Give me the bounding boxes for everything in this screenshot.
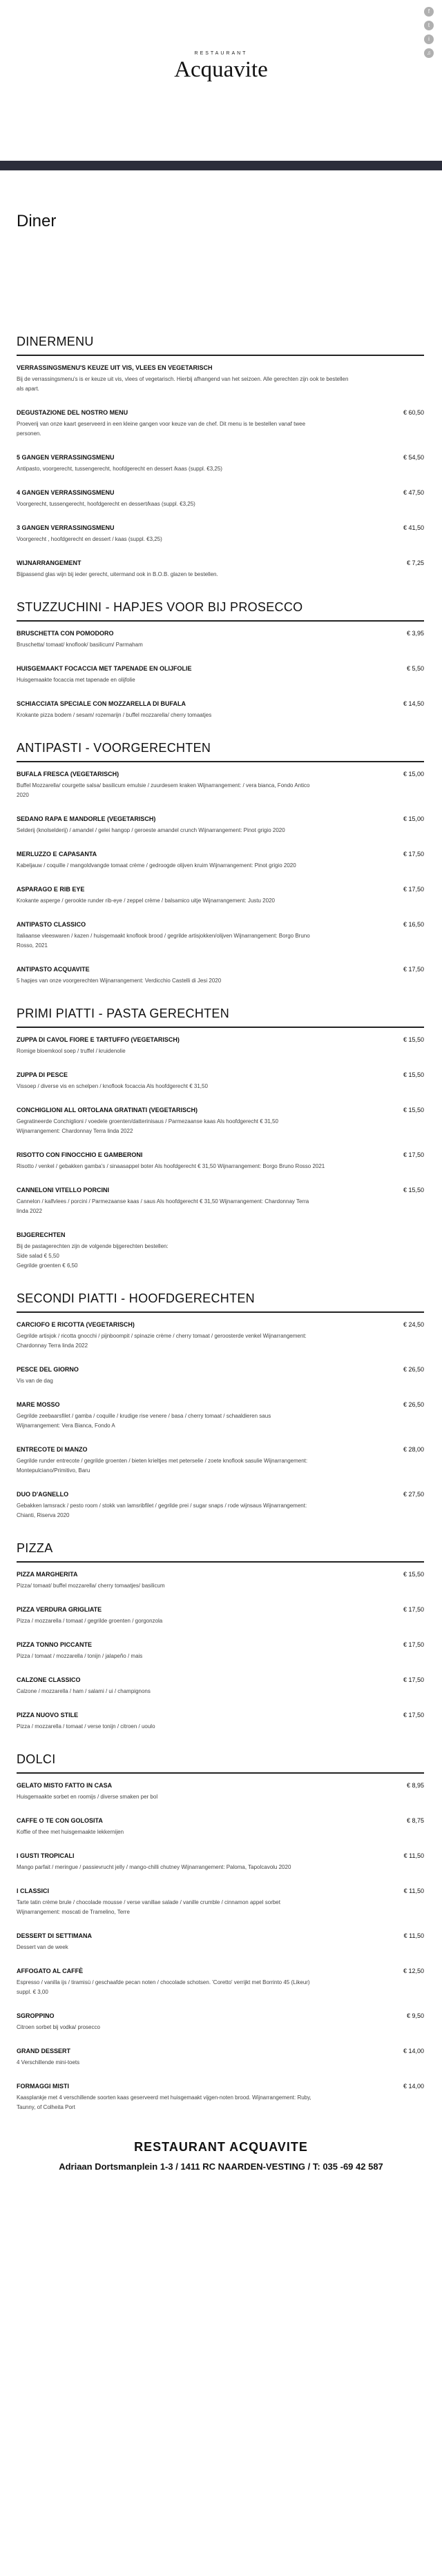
menu-item-description bbox=[17, 675, 424, 685]
menu-item-description-line: Bijpassend glas wijn bij ieder gerecht, uitermand ook in B.O.B. glazen te bestellen. bbox=[17, 571, 218, 577]
menu-item bbox=[17, 1151, 424, 1171]
menu-item-name: PESCE DEL GIORNO bbox=[17, 1366, 79, 1373]
menu-item-price: € 17,50 bbox=[403, 1606, 424, 1613]
menu-item-header bbox=[17, 630, 424, 637]
menu-item-price: € 8,95 bbox=[406, 1782, 424, 1789]
menu-item-header bbox=[17, 1852, 424, 1859]
menu-item-description bbox=[17, 570, 424, 579]
menu-item-description-line: Koffie of thee met huisgemaakte lekkernijen bbox=[17, 1829, 124, 1835]
menu-item-name: BUFALA FRESCA (VEGETARISCH) bbox=[17, 771, 119, 777]
menu-item-description bbox=[17, 535, 424, 544]
menu-item-description bbox=[17, 2093, 424, 2112]
menu-item-name: RISOTTO CON FINOCCHIO E GAMBERONI bbox=[17, 1151, 143, 1158]
menu-item-header bbox=[17, 1817, 424, 1824]
menu-item-price: € 17,50 bbox=[403, 1676, 424, 1683]
menu-item-description bbox=[17, 1411, 424, 1431]
menu-item-header bbox=[17, 1231, 424, 1238]
menu-item-description bbox=[17, 1943, 424, 1952]
menu-item-price: € 7,25 bbox=[406, 559, 424, 566]
menu-item-description-line: Pizza / mozzarella / tomaat / gegrilde groenten / gorgonzola bbox=[17, 1618, 163, 1624]
menu-item-description bbox=[17, 861, 424, 871]
menu-item-description bbox=[17, 2058, 424, 2068]
menu-item bbox=[17, 2012, 424, 2032]
menu-item bbox=[17, 1366, 424, 1386]
menu-item-header bbox=[17, 1401, 424, 1408]
menu-item bbox=[17, 524, 424, 544]
menu-item-name: GELATO MISTO FATTO IN CASA bbox=[17, 1782, 113, 1789]
menu-item-name: 5 GANGEN VERRASSINGSMENU bbox=[17, 454, 115, 461]
menu-item-name: SGROPPINO bbox=[17, 2012, 55, 2019]
menu-item bbox=[17, 489, 424, 509]
site-header bbox=[0, 0, 442, 170]
menu-item-price: € 15,50 bbox=[403, 1571, 424, 1578]
menu-item-description bbox=[17, 1117, 424, 1136]
menu-item-header bbox=[17, 1151, 424, 1158]
menu-sections bbox=[17, 335, 424, 2112]
menu-item-description-line: Cannelon / kalfvlees / porcini / Parmezaanse kaas / saus Als hoofdgerecht € 31,50 Wijnarrangement: Chardonnay Terra bbox=[17, 1198, 309, 1205]
menu-item-name: ANTIPASTO CLASSICO bbox=[17, 921, 86, 928]
menu-item bbox=[17, 1641, 424, 1661]
page-title: Diner bbox=[17, 212, 57, 230]
logo-subtitle: RESTAURANT bbox=[194, 51, 248, 56]
menu-item-description-line: Krokante asperge / gerookte runder rib-eye / zeppel crème / balsamico uitje Wijnarrangement: Justu 2020 bbox=[17, 898, 275, 904]
menu-item bbox=[17, 1491, 424, 1520]
menu-item bbox=[17, 851, 424, 871]
menu-item-name: ASPARAGO E RIB EYE bbox=[17, 886, 85, 893]
menu-item-price: € 15,50 bbox=[403, 1107, 424, 1113]
menu-item-name: HUISGEMAAKT FOCACCIA MET TAPENADE EN OLIJFOLIE bbox=[17, 665, 192, 672]
menu-item-name: PIZZA NUOVO STILE bbox=[17, 1712, 79, 1718]
footer-restaurant-name: RESTAURANT ACQUAVITE bbox=[134, 2140, 308, 2154]
menu-item-price: € 15,00 bbox=[403, 815, 424, 822]
menu-item-price: € 17,50 bbox=[403, 1712, 424, 1718]
menu-item-header bbox=[17, 851, 424, 858]
menu-item-price: € 12,50 bbox=[403, 1968, 424, 1974]
menu-item-description-line: Chianti, Riserva 2020 bbox=[17, 1512, 70, 1518]
menu-item-price: € 16,50 bbox=[403, 921, 424, 928]
menu-item-name: PIZZA VERDURA GRIGLIATE bbox=[17, 1606, 102, 1613]
menu-item-description bbox=[17, 1863, 424, 1872]
menu-item-price: € 47,50 bbox=[403, 489, 424, 496]
menu-item-price: € 28,00 bbox=[403, 1446, 424, 1453]
menu-section bbox=[17, 1752, 424, 2112]
menu-item-description-line: Proeverij van onze kaart geserveerd in een kleine gangen voor keuze van de chef. Dit menu is te bestellen vanaf twee bbox=[17, 421, 306, 427]
menu-item-header bbox=[17, 1571, 424, 1578]
menu-item-header bbox=[17, 489, 424, 496]
menu-item-description-line: Gegrilde groenten € 6,50 bbox=[17, 1262, 78, 1269]
menu-item-description bbox=[17, 375, 424, 394]
menu-section bbox=[17, 1007, 424, 1271]
logo[interactable]: Acquavite bbox=[174, 57, 268, 82]
menu-item-name: I GUSTI TROPICALI bbox=[17, 1852, 75, 1859]
menu-item-header bbox=[17, 1491, 424, 1498]
menu-item-description-line: Gegrilde runder entrecote / gegrilde groenten / bieten krieltjes met peterselie / zoete knoflook sasulie Wijnarrangement: bbox=[17, 1458, 308, 1464]
menu-item-name: ZUPPA DI PESCE bbox=[17, 1071, 68, 1078]
menu-item-price: € 17,50 bbox=[403, 966, 424, 973]
menu-item-description-line: Kabeljauw / coquille / mangoldvangde tomaat crème / gedroogde olijven kruim Wijnarrangement: Pinot grigio 2020 bbox=[17, 862, 296, 869]
menu-item-description bbox=[17, 1898, 424, 1917]
menu-item bbox=[17, 364, 424, 394]
menu-item-price: € 11,50 bbox=[403, 1888, 424, 1894]
menu-item-description-line: Wijnarrangement: Chardonnay Terra linda 2022 bbox=[17, 1128, 133, 1134]
menu-item-description bbox=[17, 1652, 424, 1661]
menu-item-price: € 9,50 bbox=[406, 2012, 424, 2019]
menu-item-name: CONCHIGLIONI ALL ORTOLANA GRATINATI (VEGETARISCH) bbox=[17, 1107, 198, 1113]
menu-item-name: I CLASSICI bbox=[17, 1888, 50, 1894]
menu-item bbox=[17, 454, 424, 474]
menu-item-price: € 15,50 bbox=[403, 1036, 424, 1043]
menu-item bbox=[17, 1571, 424, 1591]
menu-item-header bbox=[17, 454, 424, 461]
menu-item bbox=[17, 1071, 424, 1091]
section-title: DOLCI bbox=[17, 1752, 424, 1774]
menu-item-description bbox=[17, 1197, 424, 1216]
menu-item-description-line: personen. bbox=[17, 430, 41, 437]
menu-item-price: € 17,50 bbox=[403, 886, 424, 893]
section-title: DINERMENU bbox=[17, 335, 424, 356]
menu-item-description-line: Risotto / venkel / gebakken gamba's / sinaasappel boter Als hoofdgerecht € 31,50 Wijnarrangement: Borgo Bruno Rosso 2021 bbox=[17, 1163, 325, 1169]
menu-item-header bbox=[17, 1107, 424, 1113]
social-links bbox=[424, 7, 434, 58]
menu-item-price: € 24,50 bbox=[403, 1321, 424, 1328]
menu-item-name: ENTRECOTE DI MANZO bbox=[17, 1446, 88, 1453]
menu-item-name: ZUPPA DI CAVOL FIORE E TARTUFFO (VEGETARISCH) bbox=[17, 1036, 180, 1043]
menu-item-description-line: Kaasplankje met 4 verschillende soorten kaas geserveerd met huisgemaakt vijgen-noten brood. Wijnarrangement: Ruby, bbox=[17, 2094, 311, 2101]
menu-item-description bbox=[17, 2023, 424, 2032]
menu-item-name: CARCIOFO E RICOTTA (VEGETARISCH) bbox=[17, 1321, 135, 1328]
menu-item-description bbox=[17, 1242, 424, 1271]
menu-item-description bbox=[17, 1331, 424, 1351]
menu-item-description-line: Italiaanse vleeswaren / kazen / huisgemaakt knoflook brood / gegrilde artisjokken/olijven Wijnarrangement: Borgo Bruno bbox=[17, 933, 310, 939]
menu-item bbox=[17, 921, 424, 951]
menu-item bbox=[17, 2048, 424, 2068]
menu-item-name: AFFOGATO AL CAFFÈ bbox=[17, 1968, 84, 1974]
menu-item-price: € 26,50 bbox=[403, 1401, 424, 1408]
menu-item-price: € 41,50 bbox=[403, 524, 424, 531]
menu-item-description-line: Voorgerecht , hoofdgerecht en dessert / kaas (suppl. €3,25) bbox=[17, 536, 162, 542]
menu-item bbox=[17, 1446, 424, 1476]
menu-item-description-line: linda 2022 bbox=[17, 1208, 42, 1214]
menu-item bbox=[17, 1817, 424, 1837]
menu-item-name: BRUSCHETTA CON POMODORO bbox=[17, 630, 114, 637]
menu-item-description-line: Montepulciano/Primitivo, Baru bbox=[17, 1467, 90, 1474]
menu-item-header bbox=[17, 700, 424, 707]
menu-item-name: ANTIPASTO ACQUAVITE bbox=[17, 966, 90, 973]
menu-item-description-line: Taunny, of Colheita Port bbox=[17, 2104, 75, 2110]
menu-item bbox=[17, 815, 424, 835]
menu-item-name: CALZONE CLASSICO bbox=[17, 1676, 81, 1683]
menu-item bbox=[17, 665, 424, 685]
menu-item-name: MERLUZZO E CAPASANTA bbox=[17, 851, 97, 858]
menu-item-description bbox=[17, 1501, 424, 1520]
menu-item bbox=[17, 1107, 424, 1136]
menu-item-description-line: Gegratineerde Conchiglioni / voedele groenten/datterinisaus / Parmezaanse kaas Als hoofdgerecht € 31,50 bbox=[17, 1118, 278, 1124]
menu-item-description-line: Citroen sorbet bij vodka/ prosecco bbox=[17, 2024, 100, 2030]
menu-item-price: € 60,50 bbox=[403, 409, 424, 416]
menu-item-description-line: Pizza / tomaat / mozzarella / tonijn / jalapeño / mais bbox=[17, 1653, 143, 1659]
menu-item-description-line: Pizza/ tomaat/ buffel mozzarella/ cherry tomaatjes/ basilicum bbox=[17, 1583, 165, 1589]
menu-item-name: GRAND DESSERT bbox=[17, 2048, 71, 2054]
menu-item-header bbox=[17, 2012, 424, 2019]
menu-section bbox=[17, 1291, 424, 1520]
menu-item-name: DUO D'AGNELLO bbox=[17, 1491, 69, 1498]
menu-item-price: € 17,50 bbox=[403, 1151, 424, 1158]
menu-item-description-line: Gebakken lamsrack / pesto room / stokk van lamsribfilet / gegrilde prei / sugar snaps / rode wijnsaus Wijnarrangement: bbox=[17, 1503, 307, 1509]
menu-item-price: € 14,50 bbox=[403, 700, 424, 707]
menu-item-description bbox=[17, 1827, 424, 1837]
menu-item-description-line: Tarte tatin crème brule / chocolade mousse / verse vanillae salade / vanille crumble / cinnamon appel sorbet bbox=[17, 1899, 280, 1905]
menu-item-header bbox=[17, 886, 424, 893]
menu-item-price: € 11,50 bbox=[403, 1932, 424, 1939]
menu-item-header bbox=[17, 1932, 424, 1939]
menu-content bbox=[0, 170, 442, 2112]
menu-item-description-line: als apart. bbox=[17, 386, 39, 392]
menu-item-description-line: Bij de pastagerechten zijn de volgende bijgerechten bestellen: bbox=[17, 1243, 169, 1249]
menu-item bbox=[17, 886, 424, 906]
menu-item bbox=[17, 1231, 424, 1271]
menu-item-description-line: Wijnarrangement: Vera Bianca, Fondo A bbox=[17, 1423, 115, 1429]
menu-item-description bbox=[17, 1047, 424, 1056]
menu-item-name: CAFFE O TE CON GOLOSITA bbox=[17, 1817, 103, 1824]
menu-item-header bbox=[17, 1888, 424, 1894]
menu-item-header bbox=[17, 1606, 424, 1613]
menu-item-header bbox=[17, 1446, 424, 1453]
menu-item-description bbox=[17, 1082, 424, 1091]
menu-item bbox=[17, 1321, 424, 1351]
section-title: ANTIPASTI - VOORGERECHTEN bbox=[17, 741, 424, 762]
menu-item-description-line: Bij de verrassingsmenu's is er keuze uit vis, vlees of vegetarisch. Hierbij afhangend van het seizoen. Alle gerechten zijn ook te bestellen bbox=[17, 376, 349, 382]
menu-item-price: € 15,50 bbox=[403, 1187, 424, 1193]
section-title: PIZZA bbox=[17, 1541, 424, 1563]
menu-item-name: 3 GANGEN VERRASSINGSMENU bbox=[17, 524, 115, 531]
menu-item-name: MARE MOSSO bbox=[17, 1401, 60, 1408]
site-footer bbox=[0, 2128, 442, 2172]
menu-item-description bbox=[17, 640, 424, 650]
section-title: PRIMI PIATTI - PASTA GERECHTEN bbox=[17, 1007, 424, 1028]
menu-item bbox=[17, 1712, 424, 1732]
menu-item-description-line: Antipasto, voorgerecht, tussengerecht, hoofdgerecht en dessert /kaas (suppl. €3,25) bbox=[17, 466, 222, 472]
facebook-icon[interactable]: f bbox=[424, 7, 434, 17]
menu-item-price: € 14,00 bbox=[403, 2083, 424, 2090]
menu-item-name: WIJNARRANGEMENT bbox=[17, 559, 81, 566]
menu-item bbox=[17, 559, 424, 579]
menu-item-description-line: Vissoep / diverse vis en schelpen / knoflook focaccia Als hoofdgerecht € 31,50 bbox=[17, 1083, 208, 1089]
menu-item-description bbox=[17, 1687, 424, 1696]
menu-item-description-line: Vis van de dag bbox=[17, 1378, 53, 1384]
menu-item-header bbox=[17, 1676, 424, 1683]
menu-item bbox=[17, 1888, 424, 1917]
menu-item-header bbox=[17, 1641, 424, 1648]
menu-item-description bbox=[17, 1792, 424, 1802]
menu-section bbox=[17, 335, 424, 579]
menu-item-description bbox=[17, 1616, 424, 1626]
menu-item-description bbox=[17, 826, 424, 835]
menu-item-price: € 15,00 bbox=[403, 771, 424, 777]
menu-item-description-line: Gegrilde artisjok / ricotta gnocchi / pijnboompit / spinazie crème / cherry tomaat / geroosterde venkel Wijnarrangement: bbox=[17, 1333, 307, 1339]
menu-item-header bbox=[17, 1712, 424, 1718]
menu-item-description bbox=[17, 499, 424, 509]
navigation-bar bbox=[0, 161, 442, 170]
menu-item-description bbox=[17, 976, 424, 986]
menu-item bbox=[17, 1968, 424, 1997]
menu-item-description-line: 4 Verschillende mini-toets bbox=[17, 2059, 80, 2065]
menu-item-header bbox=[17, 1036, 424, 1043]
menu-item-description bbox=[17, 1581, 424, 1591]
menu-item-header bbox=[17, 1366, 424, 1373]
menu-item-description bbox=[17, 1978, 424, 1997]
menu-item-description-line: Chardonnay Terra linda 2022 bbox=[17, 1343, 88, 1349]
menu-item bbox=[17, 1036, 424, 1056]
menu-item-description-line: Voorgerecht, tussengerecht, hoofdgerecht en dessert/kaas (suppl. €3,25) bbox=[17, 501, 195, 507]
menu-item-description-line: Espresso / vanilla ijs / tiramisù / geschaafde pecan noten / chocolade schotsen. 'Coretto' verrijkt met Borrinto 45 (Likeur) bbox=[17, 1979, 310, 1985]
menu-item bbox=[17, 1676, 424, 1696]
menu-item-price: € 54,50 bbox=[403, 454, 424, 461]
menu-item-description bbox=[17, 781, 424, 800]
menu-item-description-line: Bruschetta/ tomaat/ knoflook/ basilicum/ Parmaham bbox=[17, 642, 143, 648]
menu-item bbox=[17, 1401, 424, 1431]
menu-item-name: DEGUSTAZIONE DEL NOSTRO MENU bbox=[17, 409, 128, 416]
menu-item-description bbox=[17, 464, 424, 474]
menu-item-description-line: Huisgemaakte sorbet en roomijs / diverse smaken per bol bbox=[17, 1794, 158, 1800]
instagram-icon[interactable]: i bbox=[424, 34, 434, 44]
header-top bbox=[0, 0, 442, 161]
menu-item-header bbox=[17, 1782, 424, 1789]
menu-item-description-line: suppl. € 3,00 bbox=[17, 1989, 48, 1995]
menu-item-description bbox=[17, 896, 424, 906]
menu-item-description-line: Romige bloemkool soep / truffel / kruidenolie bbox=[17, 1048, 126, 1054]
menu-item-description-line: 5 hapjes van onze voorgerechten Wijnarrangement: Verdicchio Castelli di Jesi 2020 bbox=[17, 978, 222, 984]
menu-item bbox=[17, 966, 424, 986]
menu-item-description-line: Wijnarrangement: moscati de Tramelino, Terre bbox=[17, 1909, 130, 1915]
menu-item bbox=[17, 2083, 424, 2112]
menu-item-description-line: Dessert van de week bbox=[17, 1944, 68, 1950]
menu-item-description-line: 2020 bbox=[17, 792, 29, 798]
section-title: STUZZUCHINI - HAPJES VOOR BIJ PROSECCO bbox=[17, 600, 424, 622]
menu-item-header bbox=[17, 409, 424, 416]
menu-item-description-line: Pizza / mozzarella / tomaat / verse tonijn / citroen / uoulo bbox=[17, 1723, 155, 1730]
menu-item-header bbox=[17, 771, 424, 777]
menu-item-price: € 26,50 bbox=[403, 1366, 424, 1373]
menu-item-description bbox=[17, 1456, 424, 1476]
menu-item bbox=[17, 1852, 424, 1872]
menu-item-header bbox=[17, 665, 424, 672]
menu-item-price: € 17,50 bbox=[403, 851, 424, 858]
footer-address: Adriaan Dortsmanplein 1-3 / 1411 RC NAARDEN-VESTING / T: 035 -69 42 587 bbox=[59, 2161, 383, 2172]
menu-item bbox=[17, 771, 424, 800]
menu-item-price: € 5,50 bbox=[406, 665, 424, 672]
menu-item-name: PIZZA TONNO PICCANTE bbox=[17, 1641, 93, 1648]
menu-section bbox=[17, 741, 424, 986]
menu-item-price: € 17,50 bbox=[403, 1641, 424, 1648]
menu-item-header bbox=[17, 815, 424, 822]
menu-item bbox=[17, 1606, 424, 1626]
menu-item-price: € 8,75 bbox=[406, 1817, 424, 1824]
menu-item-description-line: Mango parfait / meringue / passievrucht jelly / mango-chilli chutney Wijnarrangement: Paloma, Tapolcavolu 2020 bbox=[17, 1864, 291, 1870]
menu-item-description bbox=[17, 931, 424, 951]
menu-item-description-line: Gegrilde zeebaarsfilet / gamba / coquille / krudige rise venere / basa / cherry tomaat / schaaldieren saus bbox=[17, 1413, 271, 1419]
menu-item-header bbox=[17, 1968, 424, 1974]
menu-item-name: VERRASSINGSMENU'S KEUZE UIT VIS, VLEES EN VEGETARISCH bbox=[17, 364, 213, 371]
menu-item-name: FORMAGGI MISTI bbox=[17, 2083, 69, 2090]
menu-item-name: PIZZA MARGHERITA bbox=[17, 1571, 78, 1578]
menu-item-description-line: Calzone / mozzarella / ham / salami / ui / champignons bbox=[17, 1688, 151, 1694]
menu-item-description-line: Side salad € 5,50 bbox=[17, 1253, 59, 1259]
menu-item-price: € 27,50 bbox=[403, 1491, 424, 1498]
section-title: SECONDI PIATTI - HOOFDGERECHTEN bbox=[17, 1291, 424, 1313]
menu-item-price: € 11,50 bbox=[403, 1852, 424, 1859]
menu-item-header bbox=[17, 559, 424, 566]
menu-item-header bbox=[17, 2083, 424, 2090]
menu-section bbox=[17, 1541, 424, 1732]
menu-item-name: SCHIACCIATA SPECIALE CON MOZZARELLA DI BUFALA bbox=[17, 700, 186, 707]
menu-item-price: € 3,95 bbox=[406, 630, 424, 637]
menu-item-description-line: Rosso, 2021 bbox=[17, 942, 48, 949]
menu-item-header bbox=[17, 1187, 424, 1193]
menu-section bbox=[17, 600, 424, 720]
menu-item-header bbox=[17, 1321, 424, 1328]
menu-item-price: € 15,50 bbox=[403, 1071, 424, 1078]
menu-item-name: DESSERT DI SETTIMANA bbox=[17, 1932, 93, 1939]
menu-item-name: BIJGERECHTEN bbox=[17, 1231, 66, 1238]
menu-item-header bbox=[17, 2048, 424, 2054]
menu-item-description bbox=[17, 1376, 424, 1386]
menu-item-header bbox=[17, 1071, 424, 1078]
menu-item-description-line: Buffel Mozzarella/ courgette salsa/ basilicum emulsie / zuurdesem kraken Wijnarrangement: / vera bianca, Fondo Antico bbox=[17, 782, 310, 789]
menu-item bbox=[17, 1932, 424, 1952]
menu-item bbox=[17, 409, 424, 439]
menu-item-description-line: Krokante pizza bodem / sesam/ rozemarijn / buffel mozzarella/ cherry tomaatjes bbox=[17, 712, 212, 718]
menu-item bbox=[17, 1782, 424, 1802]
menu-item-header bbox=[17, 921, 424, 928]
menu-item-description-line: Selderij (knolselderij) / amandel / gelei hangop / geroeste amandel crunch Wijnarrangement: Pinot grigio 2020 bbox=[17, 827, 285, 833]
twitter-icon[interactable]: t bbox=[424, 21, 434, 30]
menu-item-header bbox=[17, 364, 424, 371]
menu-item-name: CANNELONI VITELLO PORCINI bbox=[17, 1187, 110, 1193]
menu-item bbox=[17, 630, 424, 650]
menu-item-header bbox=[17, 524, 424, 531]
menu-item-description bbox=[17, 1722, 424, 1732]
tripadvisor-icon[interactable]: ♫ bbox=[424, 48, 434, 58]
menu-item-header bbox=[17, 966, 424, 973]
menu-item-price: € 14,00 bbox=[403, 2048, 424, 2054]
menu-item-name: 4 GANGEN VERRASSINGSMENU bbox=[17, 489, 115, 496]
menu-item bbox=[17, 700, 424, 720]
menu-item-description bbox=[17, 711, 424, 720]
menu-item-description-line: Huisgemaakte focaccia met tapenade en olijfolie bbox=[17, 677, 135, 683]
menu-item bbox=[17, 1187, 424, 1216]
menu-item-description bbox=[17, 419, 424, 439]
menu-item-name: SEDANO RAPA E MANDORLE (VEGETARISCH) bbox=[17, 815, 156, 822]
menu-item-description bbox=[17, 1162, 424, 1171]
